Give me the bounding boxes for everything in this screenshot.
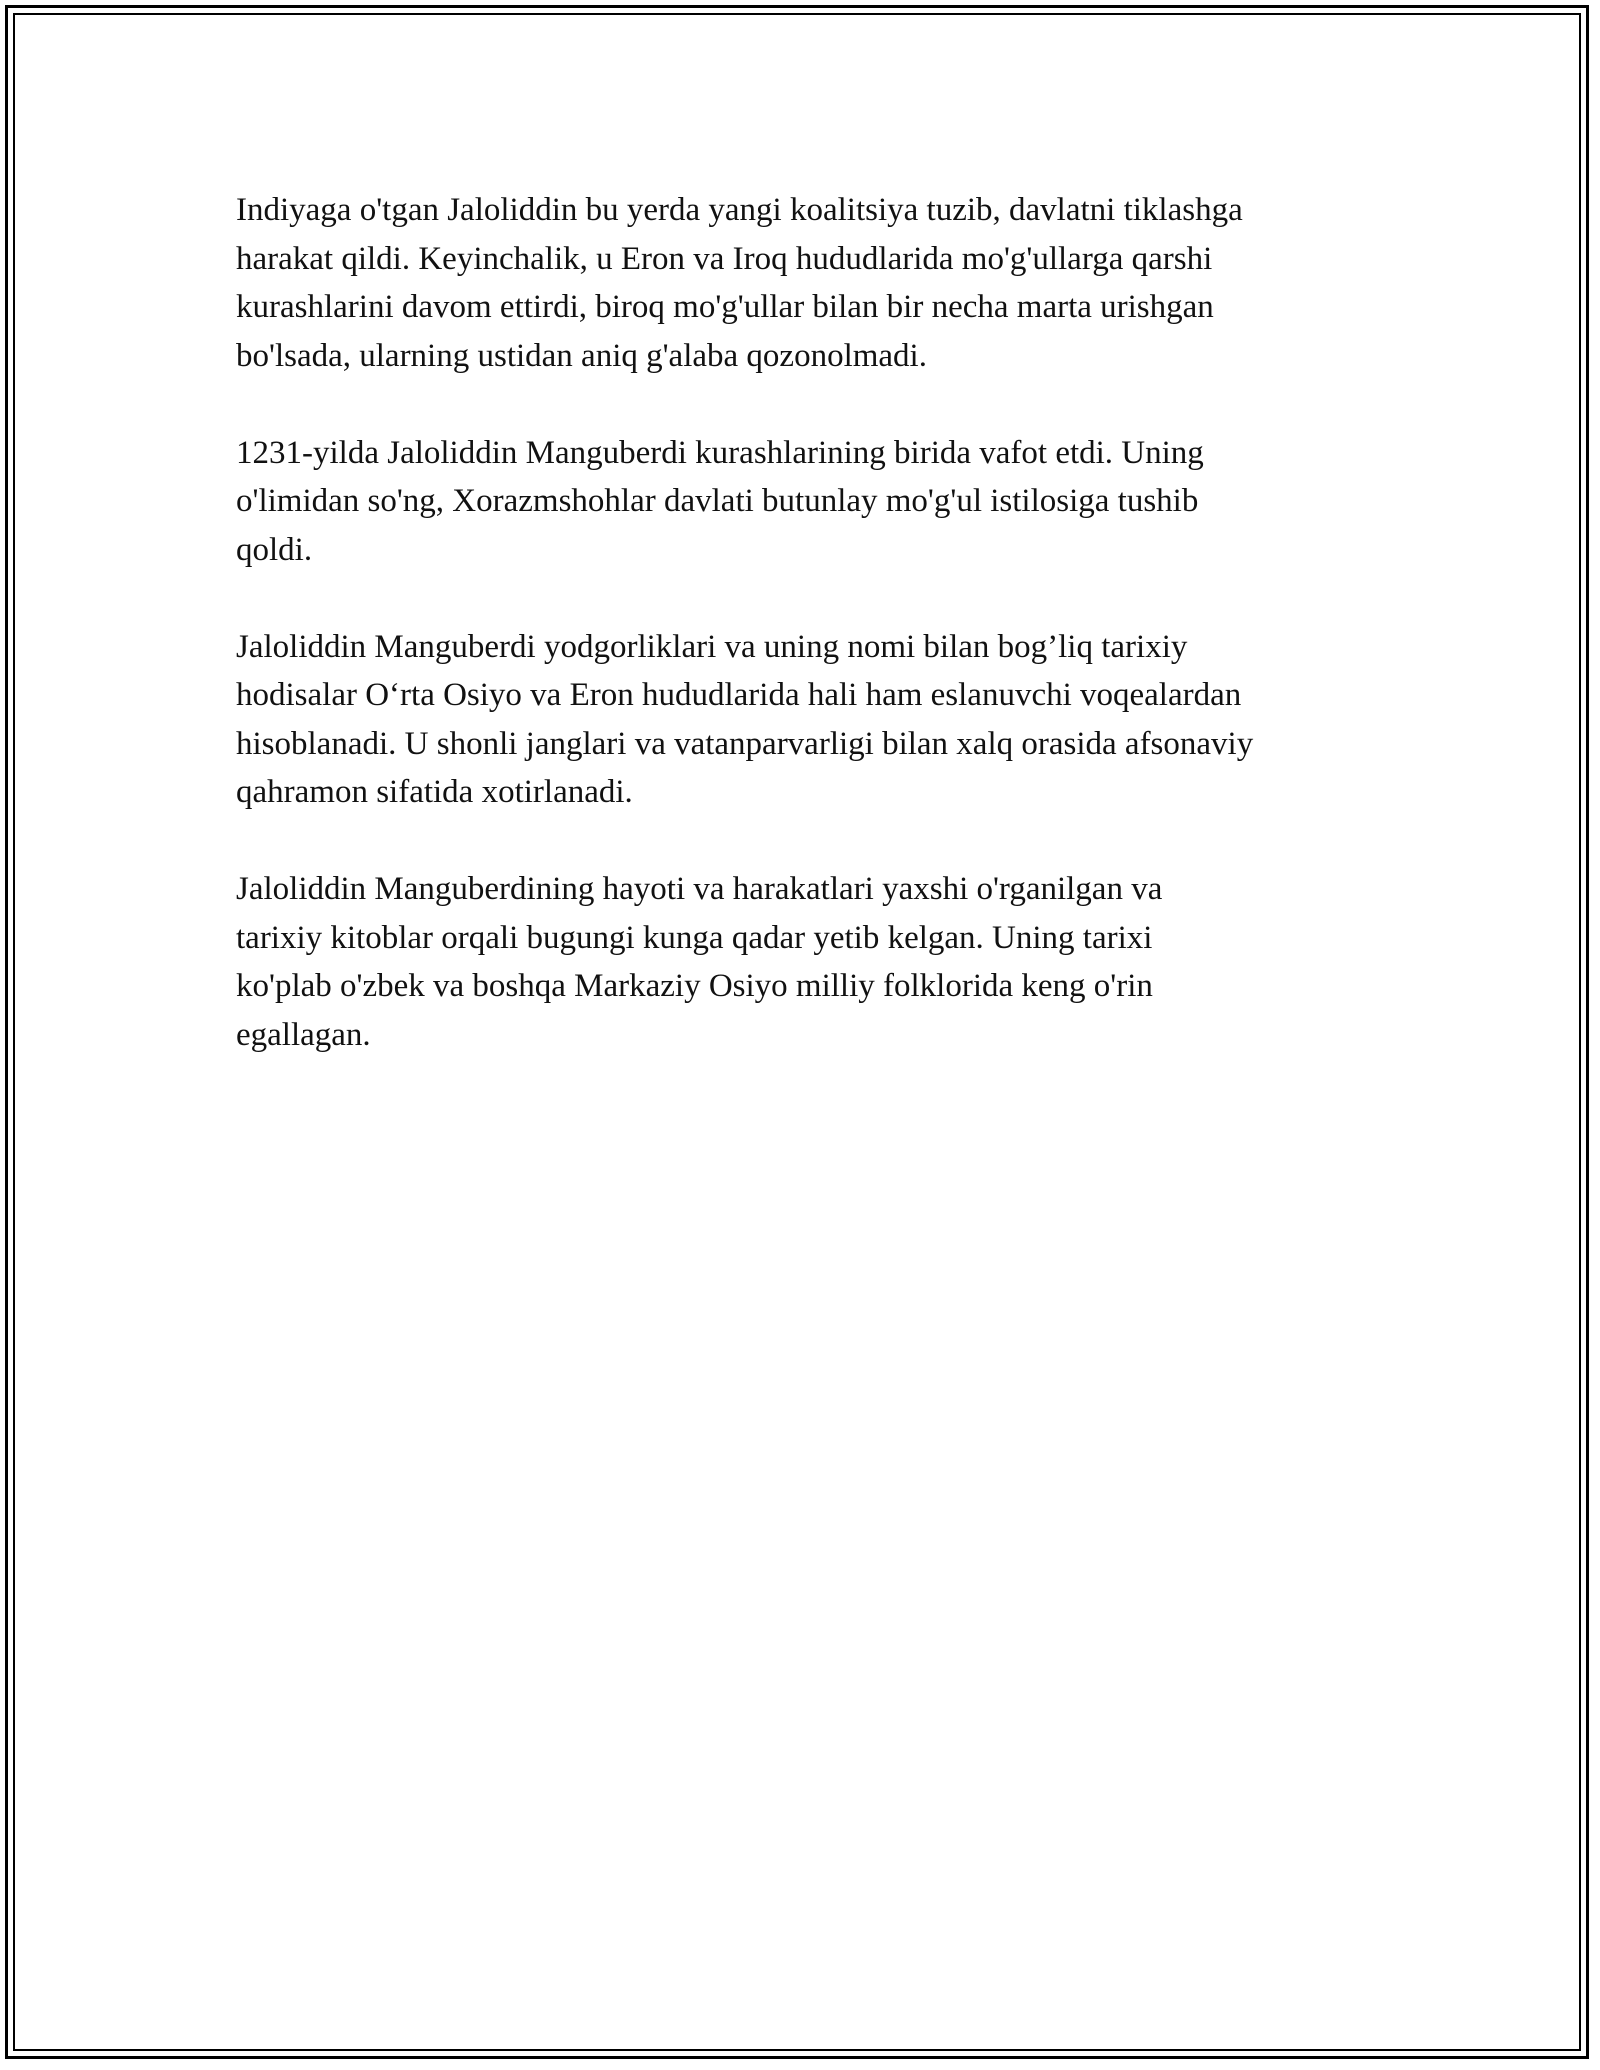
document-body bbox=[236, 186, 1396, 1108]
paragraph-4: Jaloliddin Manguberdining hayoti va harakatlari yaxshi o'rganilgan va tarixiy kitoblar orqali bugungi kunga qadar yetib kelgan. Uning tarixi ko'plab o'zbek va boshqa Markaziy Osiyo milliy folklorida keng o'rin egallagan. bbox=[236, 871, 1163, 1053]
paragraph-1: Indiyaga o'tgan Jaloliddin bu yerda yangi koalitsiya tuzib, davlatni tiklashga harakat qildi. Keyinchalik, u Eron va Iroq hududlarida mo'g'ullarga qarshi kurashlarini davom ettirdi, biroq mo'g'ullar bilan bir necha marta urishgan bo'lsada, ularning ustidan aniq g'alaba qozonolmadi. bbox=[236, 192, 1243, 374]
paragraph-2: 1231-yilda Jaloliddin Manguberdi kurashlarining birida vafot etdi. Uning o'limidan so'ng, Xorazmshohlar davlati butunlay mo'g'ul istilosiga tushib qoldi. bbox=[236, 434, 1204, 568]
paragraph-3: Jaloliddin Manguberdi yodgorliklari va uning nomi bilan bog’liq tarixiy hodisalar O‘rta Osiyo va Eron hududlarida hali ham eslanuvchi voqealardan hisoblanadi. U shonli janglari va vatanparvarligi bilan xalq orasida afsonaviy qahramon sifatida xotirlanadi. bbox=[236, 628, 1254, 810]
